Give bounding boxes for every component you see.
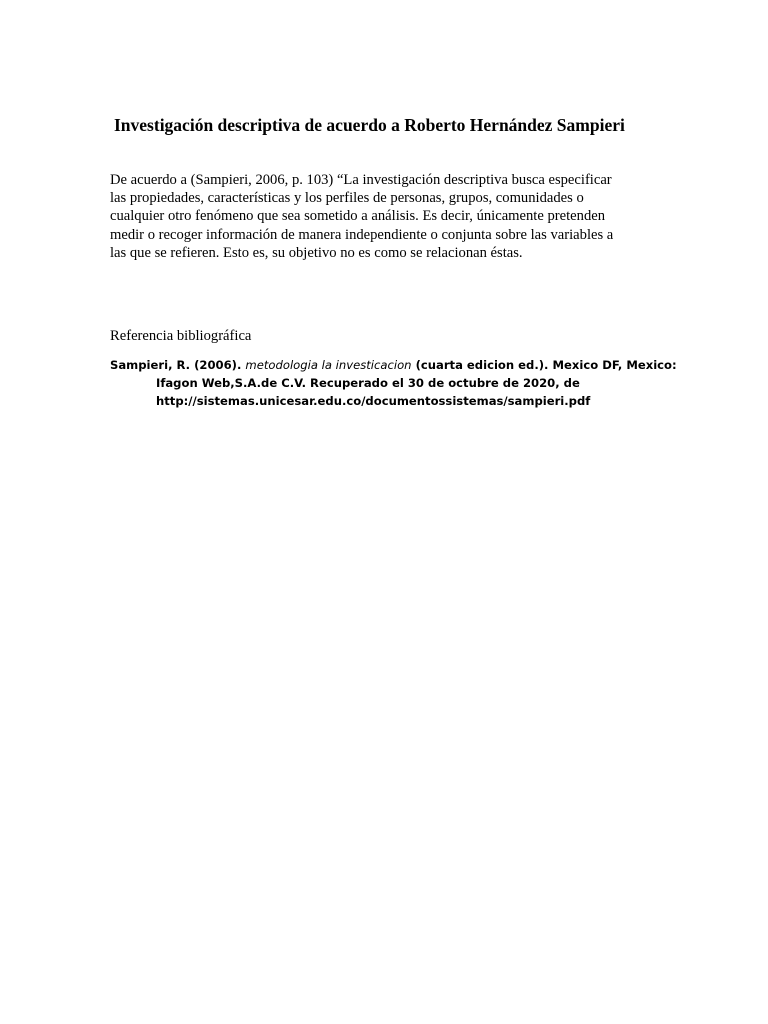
reference-heading: Referencia bibliográfica: [110, 328, 252, 344]
citation-line-2: Ifagon Web,S.A.de C.V. Recuperado el 30 de octubre de 2020, de: [156, 376, 580, 390]
citation-book-title: metodologia la investicacion: [245, 358, 412, 372]
paragraph-line: medir o recoger información de manera independiente o conjunta sobre las variables a: [110, 226, 614, 243]
citation-author-year: Sampieri, R. (2006).: [110, 358, 246, 372]
document-title: Investigación descriptiva de acuerdo a Roberto Hernández Sampieri: [114, 115, 625, 135]
paragraph-line: las propiedades, características y los perfiles de personas, grupos, comunidades o: [110, 190, 584, 207]
body-paragraph: [110, 171, 658, 262]
paragraph-line: las que se refieren. Esto es, su objetivo no es como se relacionan éstas.: [110, 244, 523, 261]
paragraph-line: De acuerdo a (Sampieri, 2006, p. 103) “La investigación descriptiva busca especificar: [110, 172, 612, 188]
citation-line-1: [110, 356, 677, 374]
paragraph-line: cualquier otro fenómeno que sea sometido a análisis. Es decir, únicamente pretenden: [110, 208, 606, 225]
citation-url: http://sistemas.unicesar.edu.co/documentossistemas/sampieri.pdf: [156, 394, 591, 408]
bibliographic-citation: [110, 356, 677, 410]
citation-edition-place: (cuarta edicion ed.). Mexico DF, Mexico:: [411, 358, 677, 372]
